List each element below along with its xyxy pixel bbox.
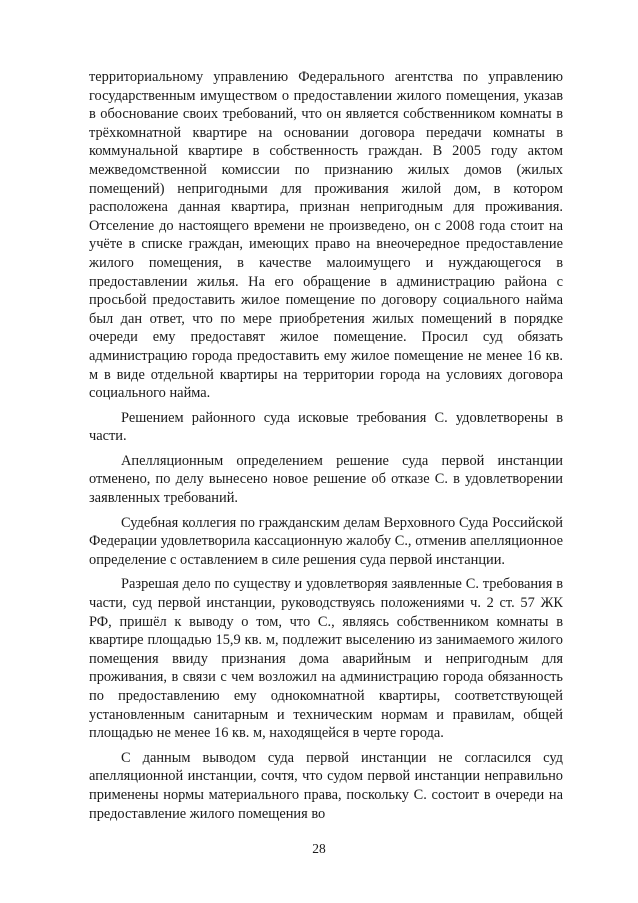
paragraph-supreme-court-ruling: Судебная коллегия по гражданским делам Верховного Суда Российской Федерации удовлетворила кассационную жалобу С., отменив апелляционное определение с оставлением в силе решения суда первой инстанции. — [89, 514, 563, 568]
paragraph-first-instance-reasoning: Разрешая дело по существу и удовлетворяя заявленные С. требования в части, суд первой инстанции, руководствуясь положениями ч. 2 ст. 57 ЖК РФ, пришёл к выводу о том, что С., являясь собственником комнаты в квартире площадью 15,9 кв. м, подлежит выселению из занимаемого жилого помещения ввиду признания дома аварийным и непригодным для проживания, в связи с чем возложил на администрацию города обязанность по предоставлению ему однокомнатной квартиры, соответствующей установленным санитарным и техническим нормам и правилам, общей площадью не менее 16 кв. м, находящейся в черте города. — [89, 576, 563, 742]
page-number: 28 — [312, 841, 326, 856]
paragraph-continuation: территориальному управлению Федерального агентства по управлению государственным имуществом о предоставлении жилого помещения, указав в обоснование своих требований, что он является собственником комнаты в трёхкомнатной квартире на основании договора передачи комнаты в коммунальной квартире в собственность граждан. В 2005 году актом межведомственной комиссии по признанию жилых домов (жилых помещений) непригодными для проживания жилой дом, в котором расположена данная квартира, признан непригодным для проживания. Отселение до настоящего времени не произведено, он с 2008 года стоит на учёте в списке граждан, имеющих право на внеочередное предоставление жилого помещения, в качестве малоимущего и нуждающегося в предоставлении жилья. На его обращение в администрацию района с просьбой предоставить жилое помещение по договору социального найма был дан ответ, что по мере приобретения жилых помещений в порядке очереди ему предоставят жилое помещение. Просил суд обязать администрацию города предоставить ему жилое помещение не менее 16 кв. м в виде отдельной квартиры на территории города на условиях договора социального найма. — [89, 69, 563, 402]
paragraph-appeal-disagreement: С данным выводом суда первой инстанции не согласился суд апелляционной инстанции, сочтя, что судом первой инстанции неправильно применены нормы материального права, поскольку С. состоит в очереди на предоставление жилого помещения во — [89, 749, 563, 822]
paragraph-district-court-decision: Решением районного суда исковые требования С. удовлетворены в части. — [89, 409, 563, 445]
paragraph-appeal-ruling: Апелляционным определением решение суда первой инстанции отменено, по делу вынесено новое решение об отказе С. в удовлетворении заявленных требований. — [89, 452, 563, 507]
document-body — [89, 68, 563, 823]
